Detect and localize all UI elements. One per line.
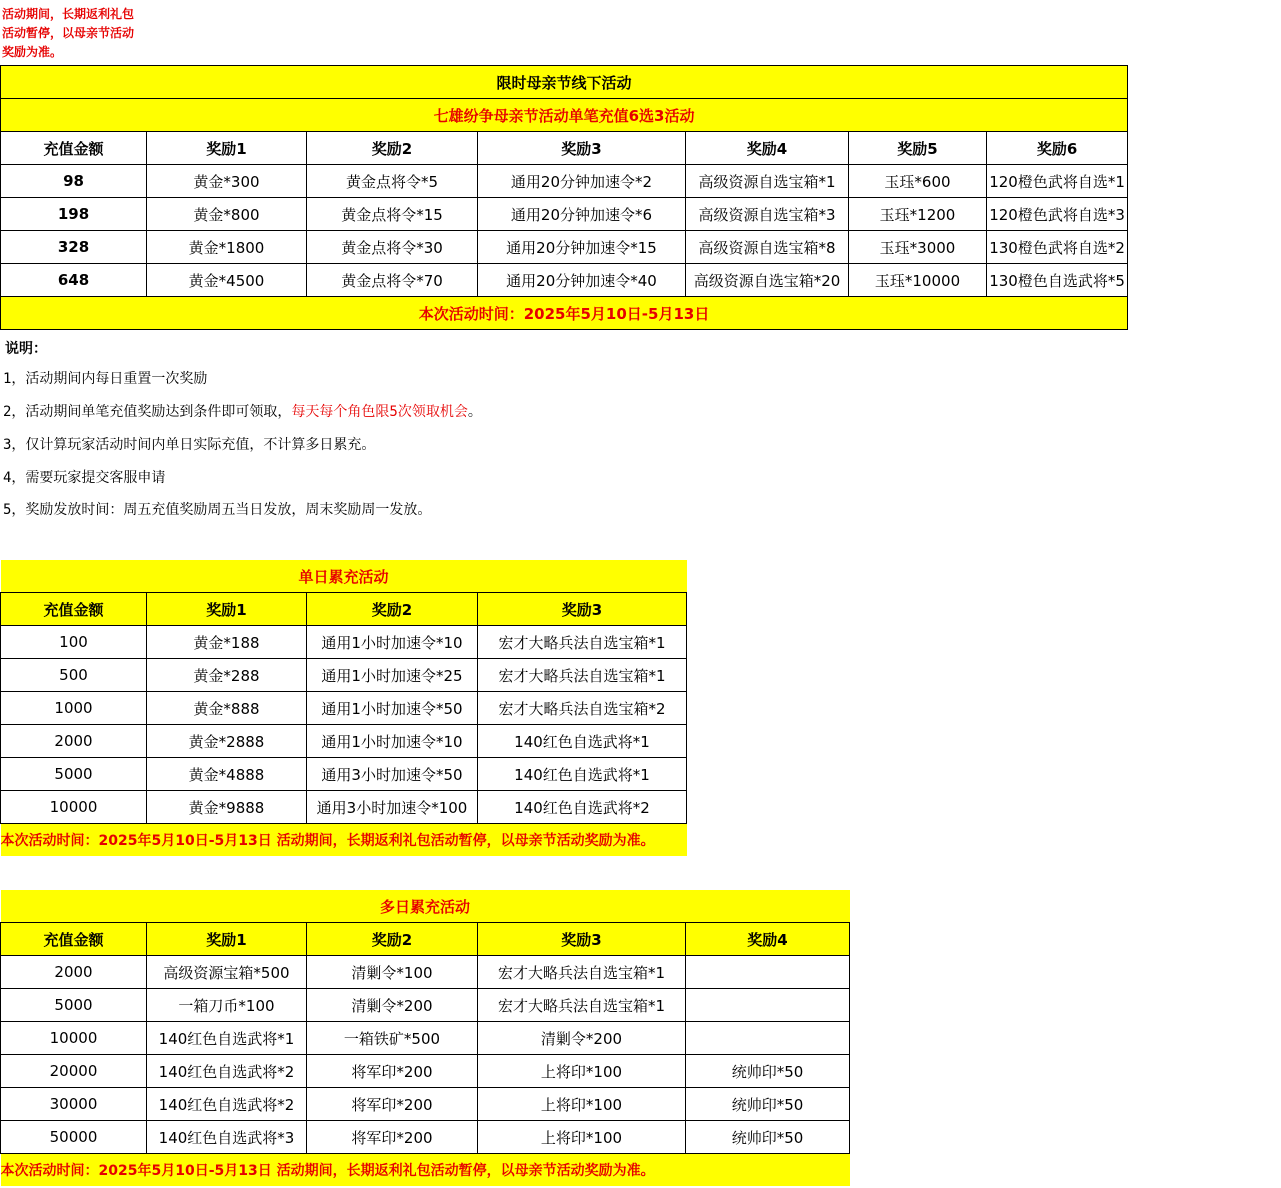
table-cell: 宏才大略兵法自选宝箱*1 <box>478 626 687 659</box>
table-cell: 黄金*2888 <box>147 725 307 758</box>
table-cell: 统帅印*50 <box>686 1088 850 1121</box>
table-cell: 120橙色武将自选*3 <box>987 198 1128 231</box>
t3-footer: 本次活动时间：2025年5月10日-5月13日 活动期间，长期返利礼包活动暂停，以母亲节活动奖励为准。 <box>1 1154 850 1187</box>
table-row <box>1 1088 850 1121</box>
explain-line-5: 5，奖励发放时间：周五充值奖励周五当日发放，周末奖励周一发放。 <box>3 502 432 518</box>
table-cell: 5000 <box>1 989 147 1022</box>
table-row <box>1 165 1128 198</box>
table-row <box>1 1055 850 1088</box>
t2-header-cell: 奖励1 <box>147 593 307 626</box>
table-cell: 清剿令*100 <box>307 956 478 989</box>
table-cell: 2000 <box>1 725 147 758</box>
table-cell: 黄金点将令*5 <box>307 165 478 198</box>
t1-subtitle: 七雄纷争母亲节活动单笔充值6选3活动 <box>1 99 1128 132</box>
table-cell: 宏才大略兵法自选宝箱*1 <box>478 956 686 989</box>
table-cell: 通用20分钟加速令*15 <box>478 231 686 264</box>
top-note: 活动期间，长期返利礼包 活动暂停，以母亲节活动 奖励为准。 <box>2 7 135 59</box>
table-cell: 140红色自选武将*2 <box>478 791 687 824</box>
explain-line-3: 3，仅计算玩家活动时间内单日实际充值，不计算多日累充。 <box>3 437 376 453</box>
table-cell: 玉珏*600 <box>849 165 987 198</box>
table-cell: 通用20分钟加速令*40 <box>478 264 686 297</box>
table-cell: 黄金*300 <box>147 165 307 198</box>
table-cell: 上将印*100 <box>478 1121 686 1154</box>
table-cell: 140红色自选武将*1 <box>478 758 687 791</box>
table-cell: 统帅印*50 <box>686 1121 850 1154</box>
table-cell: 黄金*188 <box>147 626 307 659</box>
t2-footer: 本次活动时间：2025年5月10日-5月13日 活动期间，长期返利礼包活动暂停，以母亲节活动奖励为准。 <box>1 824 687 857</box>
table-cell: 130橙色武将自选*2 <box>987 231 1128 264</box>
table-cell: 宏才大略兵法自选宝箱*2 <box>478 692 687 725</box>
table-row <box>1 626 687 659</box>
table-cell: 上将印*100 <box>478 1055 686 1088</box>
table-cell: 130橙色自选武将*5 <box>987 264 1128 297</box>
table-cell: 宏才大略兵法自选宝箱*1 <box>478 659 687 692</box>
table-cell: 通用1小时加速令*10 <box>307 725 478 758</box>
table-cell: 20000 <box>1 1055 147 1088</box>
table-cell: 5000 <box>1 758 147 791</box>
explain-line-2 <box>3 402 482 422</box>
t2-header-cell: 奖励3 <box>478 593 687 626</box>
table-cell: 通用20分钟加速令*6 <box>478 198 686 231</box>
table-cell: 500 <box>1 659 147 692</box>
table-row <box>1 791 687 824</box>
t3-header-cell: 奖励1 <box>147 923 307 956</box>
table-cell: 黄金*4888 <box>147 758 307 791</box>
table-cell: 宏才大略兵法自选宝箱*1 <box>478 989 686 1022</box>
table-cell: 黄金点将令*15 <box>307 198 478 231</box>
table-cell: 将军印*200 <box>307 1088 478 1121</box>
table-row <box>1 198 1128 231</box>
table-cell: 30000 <box>1 1088 147 1121</box>
table-cell: 140红色自选武将*1 <box>478 725 687 758</box>
table-cell: 黄金*9888 <box>147 791 307 824</box>
t3-header-row <box>1 923 850 956</box>
t1-footer: 本次活动时间：2025年5月10日-5月13日 <box>1 297 1128 330</box>
table-cell <box>686 1022 850 1055</box>
table-cell: 一箱刀币*100 <box>147 989 307 1022</box>
table-cell: 100 <box>1 626 147 659</box>
table-cell: 黄金*1800 <box>147 231 307 264</box>
table-cell: 高级资源自选宝箱*20 <box>686 264 849 297</box>
t1-header-cell: 奖励6 <box>987 132 1128 165</box>
table-row <box>1 1022 850 1055</box>
table-cell: 黄金点将令*30 <box>307 231 478 264</box>
table-cell <box>686 956 850 989</box>
table-cell: 通用3小时加速令*50 <box>307 758 478 791</box>
table-cell: 玉珏*10000 <box>849 264 987 297</box>
table-row <box>1 725 687 758</box>
table-cell: 140红色自选武将*2 <box>147 1088 307 1121</box>
table-cell: 通用1小时加速令*50 <box>307 692 478 725</box>
table-cell: 通用1小时加速令*10 <box>307 626 478 659</box>
explain-line-2-highlight: 每天每个角色限5次领取机会 <box>291 404 468 420</box>
table-cell: 将军印*200 <box>307 1121 478 1154</box>
table-cell: 清剿令*200 <box>307 989 478 1022</box>
table-row <box>1 1121 850 1154</box>
table-cell: 198 <box>1 198 147 231</box>
table-cell: 高级资源自选宝箱*8 <box>686 231 849 264</box>
table-cell: 清剿令*200 <box>478 1022 686 1055</box>
t1-header-cell: 充值金额 <box>1 132 147 165</box>
table-cell: 328 <box>1 231 147 264</box>
table-cell: 高级资源自选宝箱*1 <box>686 165 849 198</box>
table-multi-day-recharge <box>0 890 850 1186</box>
table-row <box>1 758 687 791</box>
explain-line-1: 1，活动期间内每日重置一次奖励 <box>3 371 208 387</box>
table-cell: 黄金点将令*70 <box>307 264 478 297</box>
t1-header-cell: 奖励5 <box>849 132 987 165</box>
t3-header-cell: 奖励3 <box>478 923 686 956</box>
t3-title: 多日累充活动 <box>1 890 850 923</box>
table-cell: 玉珏*1200 <box>849 198 987 231</box>
table-cell: 高级资源自选宝箱*3 <box>686 198 849 231</box>
table-row <box>1 659 687 692</box>
t1-header-cell: 奖励3 <box>478 132 686 165</box>
table-cell: 120橙色武将自选*1 <box>987 165 1128 198</box>
t1-header-cell: 奖励1 <box>147 132 307 165</box>
table-cell: 黄金*4500 <box>147 264 307 297</box>
t2-header-cell: 充值金额 <box>1 593 147 626</box>
table-cell: 10000 <box>1 791 147 824</box>
table-row <box>1 956 850 989</box>
table-cell: 140红色自选武将*3 <box>147 1121 307 1154</box>
table-row <box>1 692 687 725</box>
table-cell: 将军印*200 <box>307 1055 478 1088</box>
t1-header-cell: 奖励2 <box>307 132 478 165</box>
table-cell: 玉珏*3000 <box>849 231 987 264</box>
table-cell: 上将印*100 <box>478 1088 686 1121</box>
table-cell: 黄金*800 <box>147 198 307 231</box>
t2-header-cell: 奖励2 <box>307 593 478 626</box>
table-cell: 10000 <box>1 1022 147 1055</box>
table-cell: 50000 <box>1 1121 147 1154</box>
table-cell: 2000 <box>1 956 147 989</box>
table-row <box>1 989 850 1022</box>
table-cell: 黄金*888 <box>147 692 307 725</box>
table-cell: 统帅印*50 <box>686 1055 850 1088</box>
t1-header-row <box>1 132 1128 165</box>
table-cell: 通用20分钟加速令*2 <box>478 165 686 198</box>
table-cell: 通用1小时加速令*25 <box>307 659 478 692</box>
table-row <box>1 231 1128 264</box>
t1-title: 限时母亲节线下活动 <box>1 66 1128 99</box>
table-single-recharge-6choose3 <box>0 65 1128 330</box>
table-cell: 648 <box>1 264 147 297</box>
table-cell: 一箱铁矿*500 <box>307 1022 478 1055</box>
explain-line-2-text: 2，活动期间单笔充值奖励达到条件即可领取， <box>3 404 292 420</box>
explain-title: 说明： <box>5 341 47 357</box>
t3-header-cell: 奖励2 <box>307 923 478 956</box>
table-cell: 高级资源宝箱*500 <box>147 956 307 989</box>
t2-header-row <box>1 593 687 626</box>
t3-header-cell: 充值金额 <box>1 923 147 956</box>
table-cell <box>686 989 850 1022</box>
table-cell: 140红色自选武将*2 <box>147 1055 307 1088</box>
table-cell: 通用3小时加速令*100 <box>307 791 478 824</box>
table-cell: 1000 <box>1 692 147 725</box>
explain-line-2-end: 。 <box>467 404 482 420</box>
table-single-day-recharge <box>0 560 687 856</box>
t3-header-cell: 奖励4 <box>686 923 850 956</box>
t2-title: 单日累充活动 <box>1 560 687 593</box>
table-cell: 140红色自选武将*1 <box>147 1022 307 1055</box>
explain-line-4: 4，需要玩家提交客服申请 <box>3 470 166 486</box>
table-cell: 98 <box>1 165 147 198</box>
table-row <box>1 264 1128 297</box>
t1-header-cell: 奖励4 <box>686 132 849 165</box>
table-cell: 黄金*288 <box>147 659 307 692</box>
